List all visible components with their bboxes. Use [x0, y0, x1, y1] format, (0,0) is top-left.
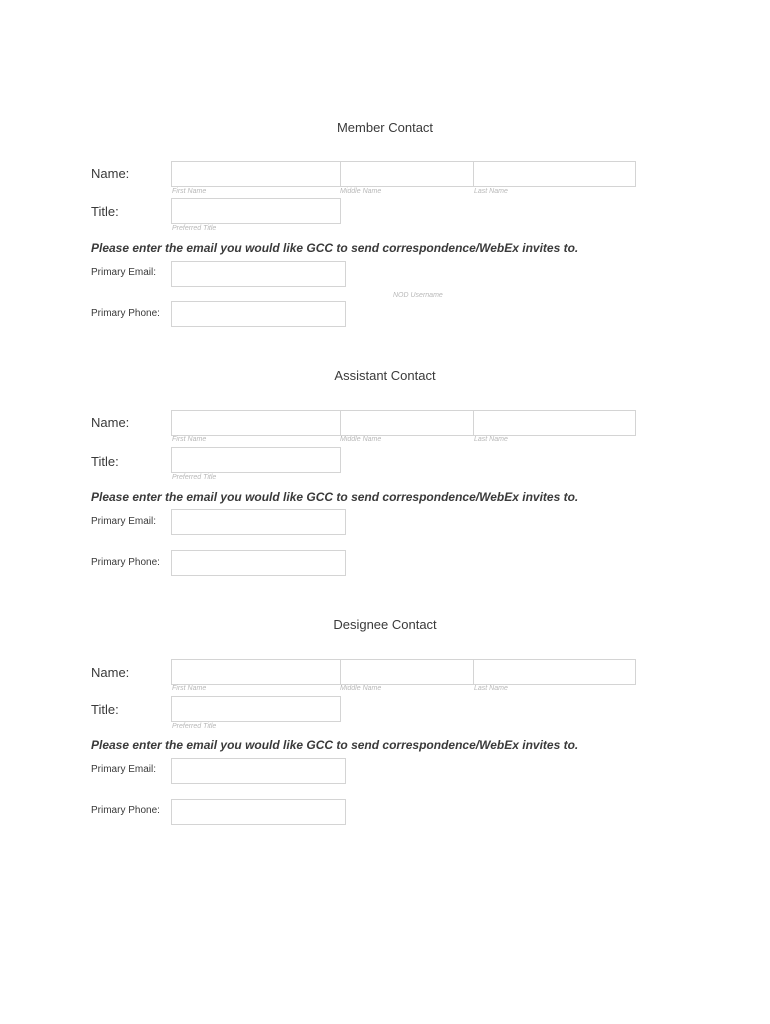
name-label: Name:	[91, 166, 130, 181]
phone-field[interactable]	[171, 799, 346, 825]
email-label: Primary Email:	[91, 267, 157, 278]
first-name-field[interactable]	[171, 410, 341, 436]
middle-name-field[interactable]	[340, 410, 474, 436]
title-field[interactable]	[171, 696, 341, 722]
last-name-field[interactable]	[473, 659, 636, 685]
email-field[interactable]	[171, 261, 346, 287]
last-name-hint: Last Name	[474, 188, 508, 195]
section-title: Assistant Contact	[334, 368, 436, 383]
member-contact-section	[0, 120, 770, 350]
title-field[interactable]	[171, 198, 341, 224]
last-name-field[interactable]	[473, 161, 636, 187]
first-name-hint: First Name	[172, 436, 207, 443]
assistant-contact-section	[0, 368, 770, 598]
phone-field[interactable]	[171, 301, 346, 327]
title-hint: Preferred Title	[172, 474, 217, 481]
username-hint: NOD Username	[393, 292, 443, 299]
first-name-hint: First Name	[172, 188, 207, 195]
middle-name-field[interactable]	[340, 659, 474, 685]
title-field[interactable]	[171, 447, 341, 473]
first-name-field[interactable]	[171, 161, 341, 187]
section-title: Member Contact	[336, 120, 434, 135]
last-name-field[interactable]	[473, 410, 636, 436]
phone-label: Primary Phone:	[91, 308, 160, 319]
email-field[interactable]	[171, 509, 346, 535]
phone-field[interactable]	[171, 550, 346, 576]
email-label: Primary Email:	[91, 764, 157, 775]
first-name-hint: First Name	[172, 685, 207, 692]
name-label: Name:	[91, 665, 130, 680]
email-label: Primary Email:	[91, 516, 157, 527]
designee-contact-section	[0, 617, 770, 847]
name-label: Name:	[91, 415, 130, 430]
title-hint: Preferred Title	[172, 723, 217, 730]
title-label: Title:	[91, 454, 119, 469]
last-name-hint: Last Name	[474, 436, 508, 443]
phone-label: Primary Phone:	[91, 805, 160, 816]
middle-name-hint: Middle Name	[340, 436, 382, 443]
last-name-hint: Last Name	[474, 685, 508, 692]
title-hint: Preferred Title	[172, 225, 217, 232]
middle-name-hint: Middle Name	[340, 685, 382, 692]
first-name-field[interactable]	[171, 659, 341, 685]
middle-name-hint: Middle Name	[340, 188, 382, 195]
email-notice: Please enter the email you would like GCC to send correspondence/WebEx invites to.	[91, 241, 579, 255]
phone-label: Primary Phone:	[91, 557, 160, 568]
email-notice: Please enter the email you would like GCC to send correspondence/WebEx invites to.	[91, 738, 579, 752]
middle-name-field[interactable]	[340, 161, 474, 187]
section-title: Designee Contact	[333, 617, 437, 632]
title-label: Title:	[91, 702, 119, 717]
email-notice: Please enter the email you would like GCC to send correspondence/WebEx invites to.	[91, 490, 579, 504]
title-label: Title:	[91, 204, 119, 219]
email-field[interactable]	[171, 758, 346, 784]
